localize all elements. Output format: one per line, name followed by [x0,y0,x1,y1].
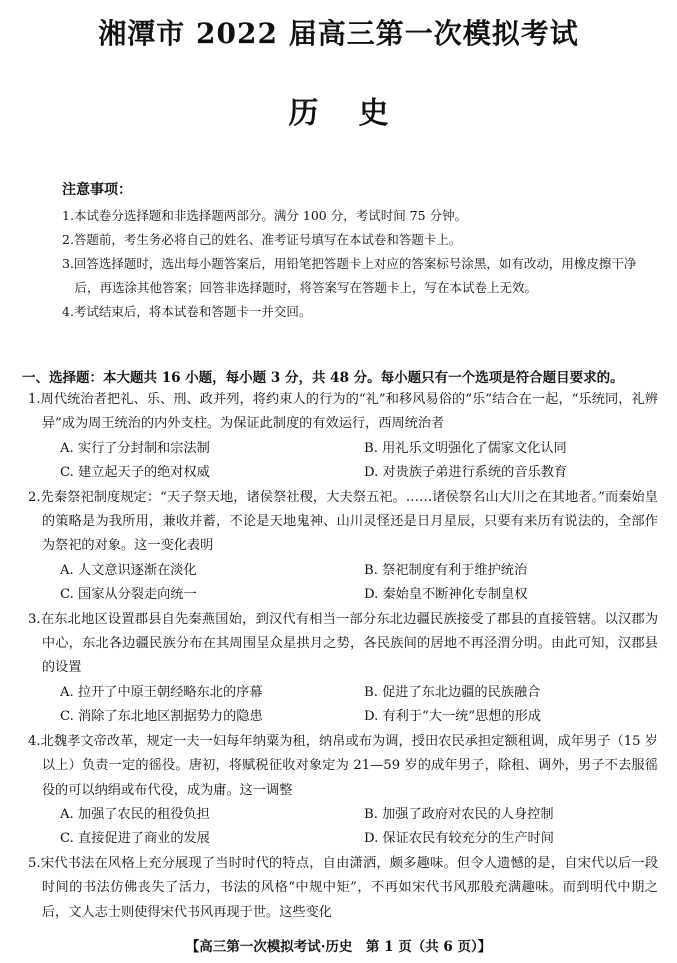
notes-heading: 注意事项： [62,182,132,198]
question-stem: 3.在东北地区设置郡县自先秦燕国始，到汉代有相当一部分东北边疆民族接受了郡县的直接管辖。以汉郡为中心，东北各边疆民族分布在其周围呈众星拱月之势，各民族间的居地不再泾渭分明。由此可知，汉郡县的设置 [28,611,658,676]
option-b: B. 促进了东北边疆的民族融合 [364,684,541,700]
note-item: 3.回答选择题时，选出每小题答案后，用铅笔把答题卡上对应的答案标号涂黑，如有改动，用橡皮擦干净后，再选涂其他答案；回答非选择题时，将答案写在答题卡上，写在本试卷上无效。 [62,256,637,295]
page-footer: 【高三第一次模拟考试·历史 第 1 页（共 6 页）】 [185,939,492,955]
option-c: C. 消除了东北地区割据势力的隐患 [60,709,263,725]
note-item: 4.考试结束后，将本试卷和答题卡一并交回。 [62,304,312,319]
option-d: D. 对贵族子弟进行系统的音乐教育 [364,465,568,481]
section-heading: 一、选择题：本大题共 16 小题，每小题 3 分，共 48 分。每小题只有一个选项是符合题目要求的。 [22,370,624,386]
question-list [28,388,658,925]
question-stem: 2.先秦祭祀制度规定：“天子祭天地，诸侯祭社稷，大夫祭五祀。……诸侯祭名山大川之在其地者。”而秦始皇的策略是为我所用，兼收并蓄，不论是天地鬼神、山川灵怪还是日月星辰，只要有来历有说法的，全部作为祭祀的对象。这一变化表明 [28,489,658,554]
option-b: B. 祭祀制度有利于维护统治 [364,562,528,578]
question-options [28,559,658,608]
subject-title: 历史 [288,96,429,131]
option-d: D. 有利于“大一统”思想的形成 [364,709,542,725]
option-a: A. 人文意识逐渐在淡化 [60,562,197,578]
question-stem: 1.周代统治者把礼、乐、刑、政并列，将约束人的行为的“礼”和移风易俗的“乐”结合在一起，“乐统同，礼辨异”成为周王统治的内外支柱。为保证此制度的有效运行，西周统治者 [28,392,658,432]
question-options [28,437,658,486]
option-a: A. 实行了分封制和宗法制 [60,440,210,456]
question-3 [28,608,658,730]
option-a: A. 拉开了中原王朝经略东北的序幕 [60,684,263,700]
option-d: D. 秦始皇不断神化专制皇权 [364,587,528,603]
option-c: C. 建立起天子的绝对权威 [60,465,210,481]
question-options [28,681,658,730]
option-d: D. 保证农民有较充分的生产时间 [364,831,554,847]
question-5 [28,852,658,925]
question-1 [28,388,658,486]
question-options [28,803,658,852]
option-b: B. 用礼乐文明强化了儒家文化认同 [364,440,567,456]
question-2 [28,486,658,608]
option-a: A. 加强了农民的租役负担 [60,806,210,822]
option-c: C. 直接促进了商业的发展 [60,831,210,847]
question-4 [28,730,658,852]
note-item: 2.答题前，考生务必将自己的姓名、准考证号填写在本试卷和答题卡上。 [62,232,462,247]
notes-list [62,204,658,324]
exam-title: 湘潭市 2022 届高三第一次模拟考试 [98,17,579,50]
question-stem: 4.北魏孝文帝改革，规定一夫一妇每年纳粟为租，纳帛或布为调，授田农民承担定额租调，成年男子（15 岁以上）负责一定的徭役。唐初，将赋税征收对象定为 21—59 岁的成年男子，除租、调外，男子不去服徭役的可以纳绢或布代役，成为庸。这一调整 [28,733,658,798]
note-item: 1.本试卷分选择题和非选择题两部分。满分 100 分，考试时间 75 分钟。 [62,208,468,223]
option-b: B. 加强了政府对农民的人身控制 [364,806,554,822]
option-c: C. 国家从分裂走向统一 [60,587,197,603]
question-stem: 5.宋代书法在风格上充分展现了当时时代的特点，自由潇洒，颇多趣味。但令人遗憾的是，自宋代以后一段时间的书法仿佛丧失了活力，书法的风格“中规中矩”，不再如宋代书风那般充满趣味。而到明代中期之后，文人志士则使得宋代书风再现于世。这些变化 [28,855,658,920]
